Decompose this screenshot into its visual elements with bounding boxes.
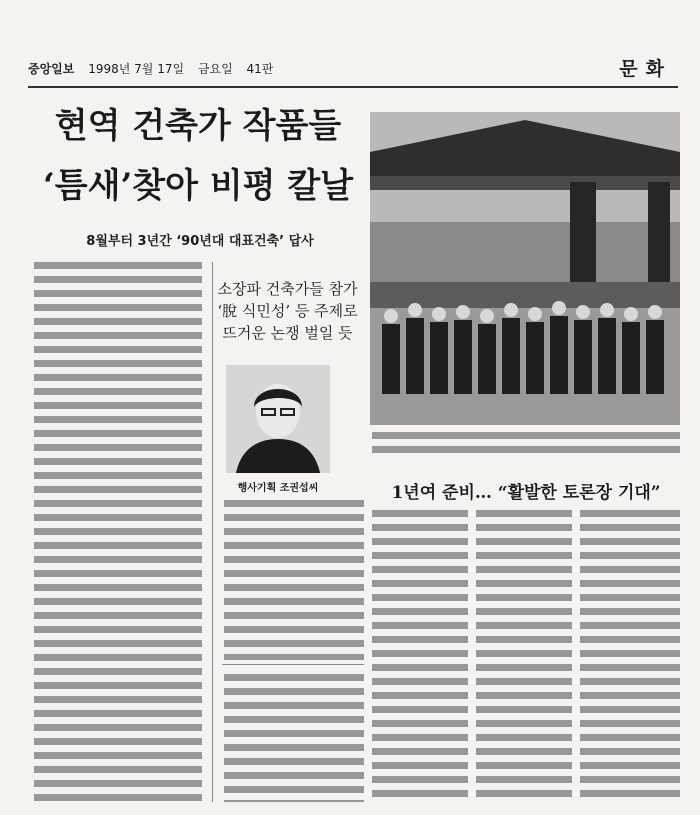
body-column-6 — [580, 510, 680, 802]
newspaper-name: 중앙일보 — [28, 62, 75, 76]
subheadline: 8월부터 3년간 ‘90년대 대표건축’ 답사 — [86, 234, 314, 249]
body-column-1 — [34, 262, 202, 802]
headline-line-2: ‘틈새’찾아 비평 칼날 — [42, 166, 354, 206]
issue-weekday: 금요일 — [197, 62, 233, 76]
column-rule — [222, 664, 364, 665]
headline-line-1: 현역 건축가 작품들 — [54, 106, 342, 146]
body-column-2 — [224, 500, 364, 660]
subheadline-2: 1년여 준비… “활발한 토론장 기대” — [391, 483, 661, 503]
group-photo — [370, 112, 680, 425]
body-column-5 — [476, 510, 572, 802]
portrait-caption: 행사기획 조권섭씨 — [237, 483, 319, 494]
masthead — [28, 40, 678, 88]
body-column-4 — [372, 510, 468, 802]
body-column-3 — [224, 674, 364, 802]
masthead-info — [28, 60, 283, 77]
pull-quote: 소장파 건축가들 참가 ‘脫 식민성’ 등 주제로 뜨거운 논쟁 벌일 듯 — [217, 280, 358, 342]
portrait-photo — [226, 365, 330, 473]
issue-date: 1998년 7월 17일 — [88, 62, 185, 76]
column-rule — [212, 262, 213, 802]
section-title: 문화 — [619, 58, 672, 80]
page-number: 41판 — [246, 62, 274, 76]
